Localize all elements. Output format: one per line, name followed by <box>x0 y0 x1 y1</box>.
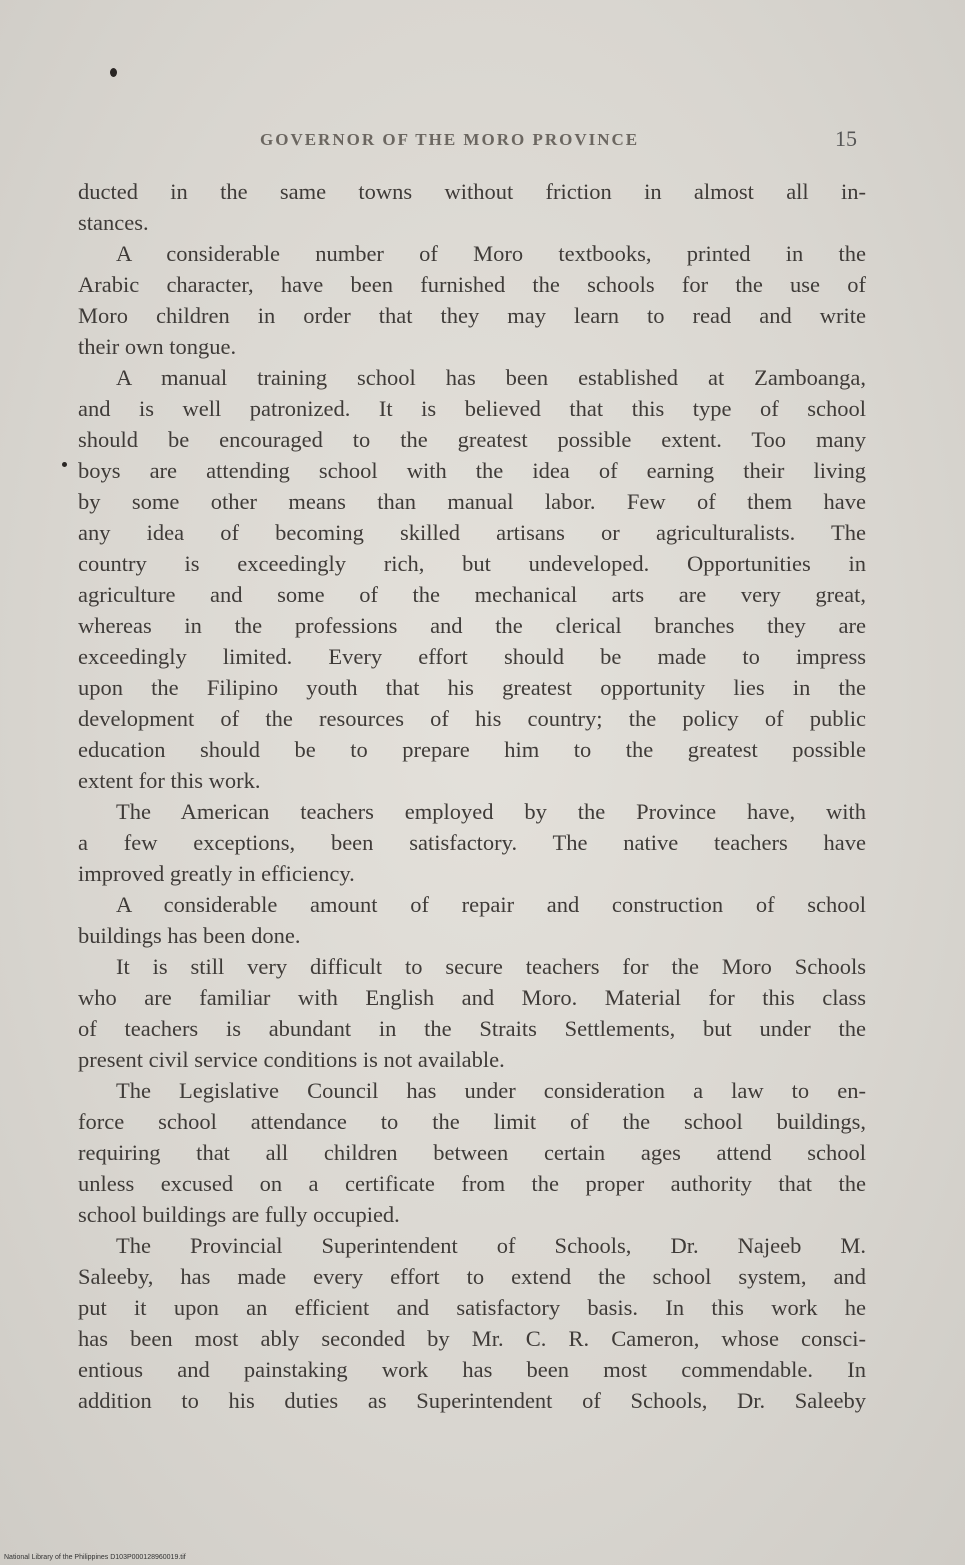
text-line: addition to his duties as Superintendent of Schools, Dr. Saleeby <box>78 1388 866 1413</box>
body-text <box>78 176 866 1416</box>
text-line: should be encouraged to the greatest possible extent. Too many <box>78 427 866 452</box>
ink-speck-mark <box>110 68 117 77</box>
text-line: improved greatly in efficiency. <box>78 861 355 886</box>
text-line: development of the resources of his country; the policy of public <box>78 706 866 731</box>
text-line: put it upon an efficient and satisfactory basis. In this work he <box>78 1295 866 1320</box>
text-line: requiring that all children between certain ages attend school <box>78 1140 866 1165</box>
text-line: The American teachers employed by the Province have, with <box>116 799 866 824</box>
text-line: has been most ably seconded by Mr. C. R. Cameron, whose consci- <box>78 1326 866 1351</box>
text-line: unless excused on a certificate from the proper authority that the <box>78 1171 866 1196</box>
text-line: boys are attending school with the idea of earning their living <box>78 458 866 483</box>
text-line: stances. <box>78 210 149 235</box>
text-line: upon the Filipino youth that his greatest opportunity lies in the <box>78 675 866 700</box>
text-line: entious and painstaking work has been most commendable. In <box>78 1357 866 1382</box>
text-line: exceedingly limited. Every effort should be made to impress <box>78 644 866 669</box>
scan-footer: National Library of the Philippines D103P000128960019.tif <box>4 1554 186 1561</box>
text-line: country is exceedingly rich, but undeveloped. Opportunities in <box>78 551 866 576</box>
text-line: present civil service conditions is not available. <box>78 1047 505 1072</box>
text-line: of teachers is abundant in the Straits Settlements, but under the <box>78 1016 866 1041</box>
text-line: A manual training school has been established at Zamboanga, <box>116 365 866 390</box>
text-line: force school attendance to the limit of the school buildings, <box>78 1109 866 1134</box>
text-line: education should be to prepare him to the greatest possible <box>78 737 866 762</box>
text-line: school buildings are fully occupied. <box>78 1202 400 1227</box>
text-line: Saleeby, has made every effort to extend the school system, and <box>78 1264 866 1289</box>
text-line: buildings has been done. <box>78 923 301 948</box>
text-line: their own tongue. <box>78 334 237 359</box>
text-line: agriculture and some of the mechanical arts are very great, <box>78 582 866 607</box>
text-line: and is well patronized. It is believed that this type of school <box>78 396 866 421</box>
text-line: The Legislative Council has under consideration a law to en- <box>116 1078 866 1103</box>
text-line: any idea of becoming skilled artisans or agriculturalists. The <box>78 520 866 545</box>
ink-speck-mark <box>62 462 67 467</box>
text-line: A considerable amount of repair and construction of school <box>116 892 866 917</box>
text-line: The Provincial Superintendent of Schools, Dr. Najeeb M. <box>116 1233 866 1258</box>
text-line: by some other means than manual labor. Few of them have <box>78 489 866 514</box>
text-line: a few exceptions, been satisfactory. The native teachers have <box>78 830 866 855</box>
text-line: extent for this work. <box>78 768 261 793</box>
page-number: 15 <box>835 126 857 151</box>
text-line: ducted in the same towns without friction in almost all in- <box>78 179 866 204</box>
text-line: Moro children in order that they may learn to read and write <box>78 303 866 328</box>
text-line: who are familiar with English and Moro. Material for this class <box>78 985 866 1010</box>
text-line: Arabic character, have been furnished the schools for the use of <box>78 272 866 297</box>
text-line: whereas in the professions and the clerical branches they are <box>78 613 866 638</box>
text-line: It is still very difficult to secure teachers for the Moro Schools <box>116 954 866 979</box>
running-head: GOVERNOR OF THE MORO PROVINCE <box>260 130 640 149</box>
text-line: A considerable number of Moro textbooks, printed in the <box>116 241 866 266</box>
